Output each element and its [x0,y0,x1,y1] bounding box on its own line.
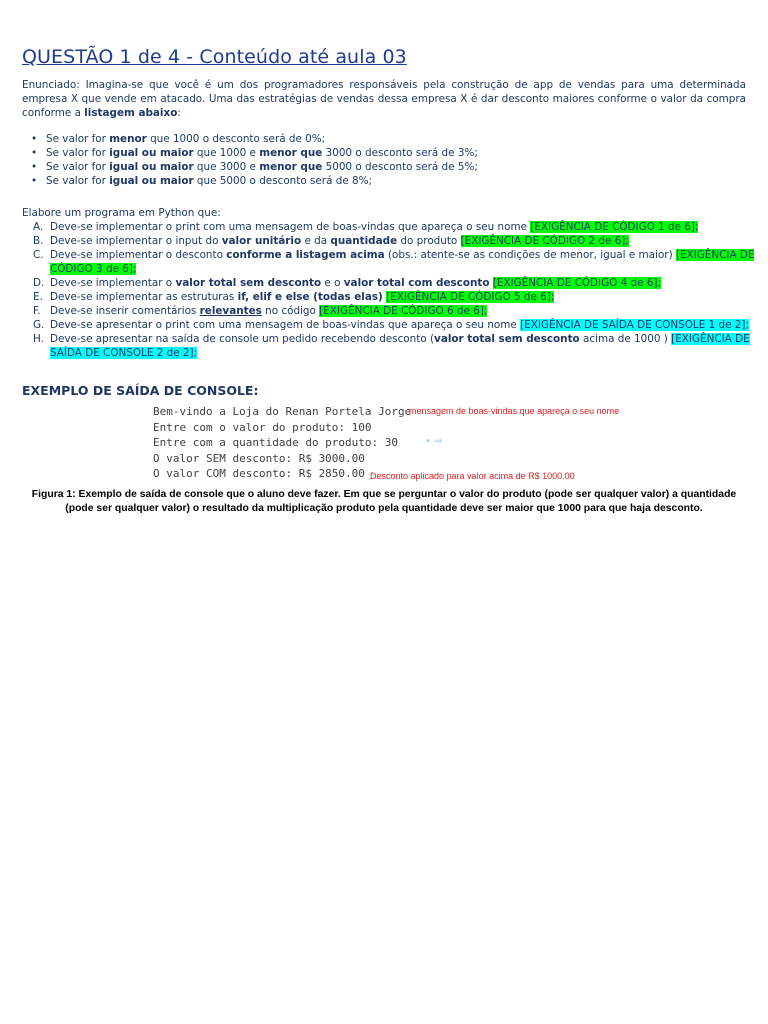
requirement-text: e o [321,277,344,289]
figure-caption: Figura 1: Exemplo de saída de console que o aluno deve fazer. Em que se perguntar o valor do produto (pode ser qualquer valor) a quantidade (pode ser qualquer valor) o resultado da multiplicação produto pela quantidade deve ser maior que 1000 para que haja desconto. [31,489,737,514]
example-section-title: EXEMPLO DE SAÍDA DE CONSOLE: [22,383,259,398]
requirement-bold: valor total sem desconto [175,277,322,289]
rule-text: que 5000 o desconto será de 8%; [193,175,373,187]
list-marker: D. [33,277,45,289]
requirement-e [33,290,768,304]
rule-text: Se valor for [46,161,110,173]
requirement-d [33,276,768,290]
console-line: Entre com a quantidade do produto: 30 [153,436,399,450]
code-requirement-tag: [EXIGÊNCIA DE CÓDIGO 4 de 6]; [492,277,661,289]
requirement-text: e da [301,235,331,247]
requirement-bold: relevantes [199,305,262,317]
requirement-a [33,220,768,234]
rule-text: que 1000 o desconto será de 0%; [146,133,326,145]
list-item [46,174,766,188]
statement-bold: listagem abaixo [84,107,178,119]
requirement-text: Deve-se implementar o input do [50,235,222,247]
console-requirement-tag: [EXIGÊNCIA DE SAÍDA DE CONSOLE 1 de 2]; [520,319,749,331]
rule-bold: menor que [259,161,323,173]
requirement-g [33,318,768,332]
rule-bold: igual ou maior [109,161,194,173]
console-line: Entre com o valor do produto: 100 [153,420,372,434]
console-line: O valor COM desconto: R$ 2850.00 [153,467,365,481]
list-item [46,160,766,174]
requirement-text: Deve-se apresentar o print com uma mensagem de boas-vindas que apareça o seu nome [50,319,521,331]
rule-bold: igual ou maior [109,175,194,187]
list-marker: G. [33,319,45,331]
page-title: QUESTÃO 1 de 4 - Conteúdo até aula 03 [22,46,407,68]
requirement-h [33,332,768,360]
list-marker: F. [33,305,41,317]
code-requirement-tag: [EXIGÊNCIA DE CÓDIGO 2 de 6]; [460,235,629,247]
list-marker: H. [33,333,44,345]
rule-text: 3000 o desconto será de 3%; [322,147,478,159]
code-requirement-tag: [EXIGÊNCIA DE CÓDIGO 6 de 6]; [319,305,488,317]
rule-bold: menor que [259,147,323,159]
requirements-list [22,220,768,360]
code-requirement-tag: [EXIGÊNCIA DE CÓDIGO 5 de 6]; [386,291,555,303]
list-marker: E. [33,291,43,303]
welcome-annotation: mensagem de boas-vindas que apareça o seu nome [409,406,620,416]
list-item [46,146,766,160]
statement-paragraph [22,78,746,120]
requirement-text: Deve-se inserir comentários [50,305,200,317]
rule-text: Se valor for [46,175,110,187]
statement-text: Enunciado: Imagina-se que você é um dos programadores responsáveis pela construção de app de vendas para uma determinada empresa X que vende em atacado. Uma das estratégias de vendas dessa empresa X é dar desconto maiores conforme o valor da compra conforme a [22,79,746,119]
requirement-bold: valor total sem desconto [434,333,580,345]
console-line: Bem-vindo a Loja do Renan Portela Jorge [153,405,412,418]
console-requirement-tag: [EXIGÊNCIA DE SAÍDA DE CONSOLE 2 de 2]; [50,333,750,359]
statement-suffix: : [177,107,181,119]
instructions-intro: Elabore um programa em Python que: [22,207,221,219]
requirement-c [33,248,768,276]
requirement-bold: quantidade [330,235,398,247]
requirement-text: Deve-se implementar as estruturas [50,291,238,303]
requirement-bold: valor total com desconto [343,277,490,289]
requirement-text: Deve-se implementar o [50,277,176,289]
code-requirement-tag: [EXIGÊNCIA DE CÓDIGO 1 de 6]; [530,221,699,233]
rule-text: que 1000 e [193,147,260,159]
requirement-bold: conforme a listagem acima [226,249,385,261]
requirement-text: Deve-se apresentar na saída de console um pedido recebendo desconto ( [50,333,435,345]
rule-text: que 3000 e [193,161,260,173]
list-marker: C. [33,249,44,261]
arrow-icon: • ⇒ [425,436,443,447]
requirement-text: Deve-se implementar o desconto [50,249,227,261]
rule-text: Se valor for [46,133,110,145]
requirement-b [33,234,768,248]
discount-annotation: Desconto aplicado para valor acima de R$ 1000.00 [370,471,575,481]
requirement-bold: if, elif e else (todas elas) [237,291,383,303]
rule-bold: igual ou maior [109,147,194,159]
list-item [46,132,766,146]
rule-text: 5000 o desconto será de 5%; [322,161,478,173]
requirement-bold: valor unitário [221,235,302,247]
rule-bold: menor [109,133,147,145]
requirement-text: Deve-se implementar o print com uma mensagem de boas-vindas que apareça o seu nome [50,221,531,233]
requirement-text: do produto [397,235,461,247]
requirement-f [33,304,768,318]
list-marker: B. [33,235,44,247]
discount-rules-list [22,132,766,188]
rule-text: Se valor for [46,147,110,159]
requirement-text: acima de 1000 ) [579,333,672,345]
requirement-text: no código [261,305,320,317]
requirement-text: (obs.: atente-se as condições de menor, igual e maior) [384,249,676,261]
code-requirement-tag: [EXIGÊNCIA DE CÓDIGO 3 de 6]; [50,249,755,275]
console-line: O valor SEM desconto: R$ 3000.00 [153,451,365,465]
list-marker: A. [33,221,44,233]
